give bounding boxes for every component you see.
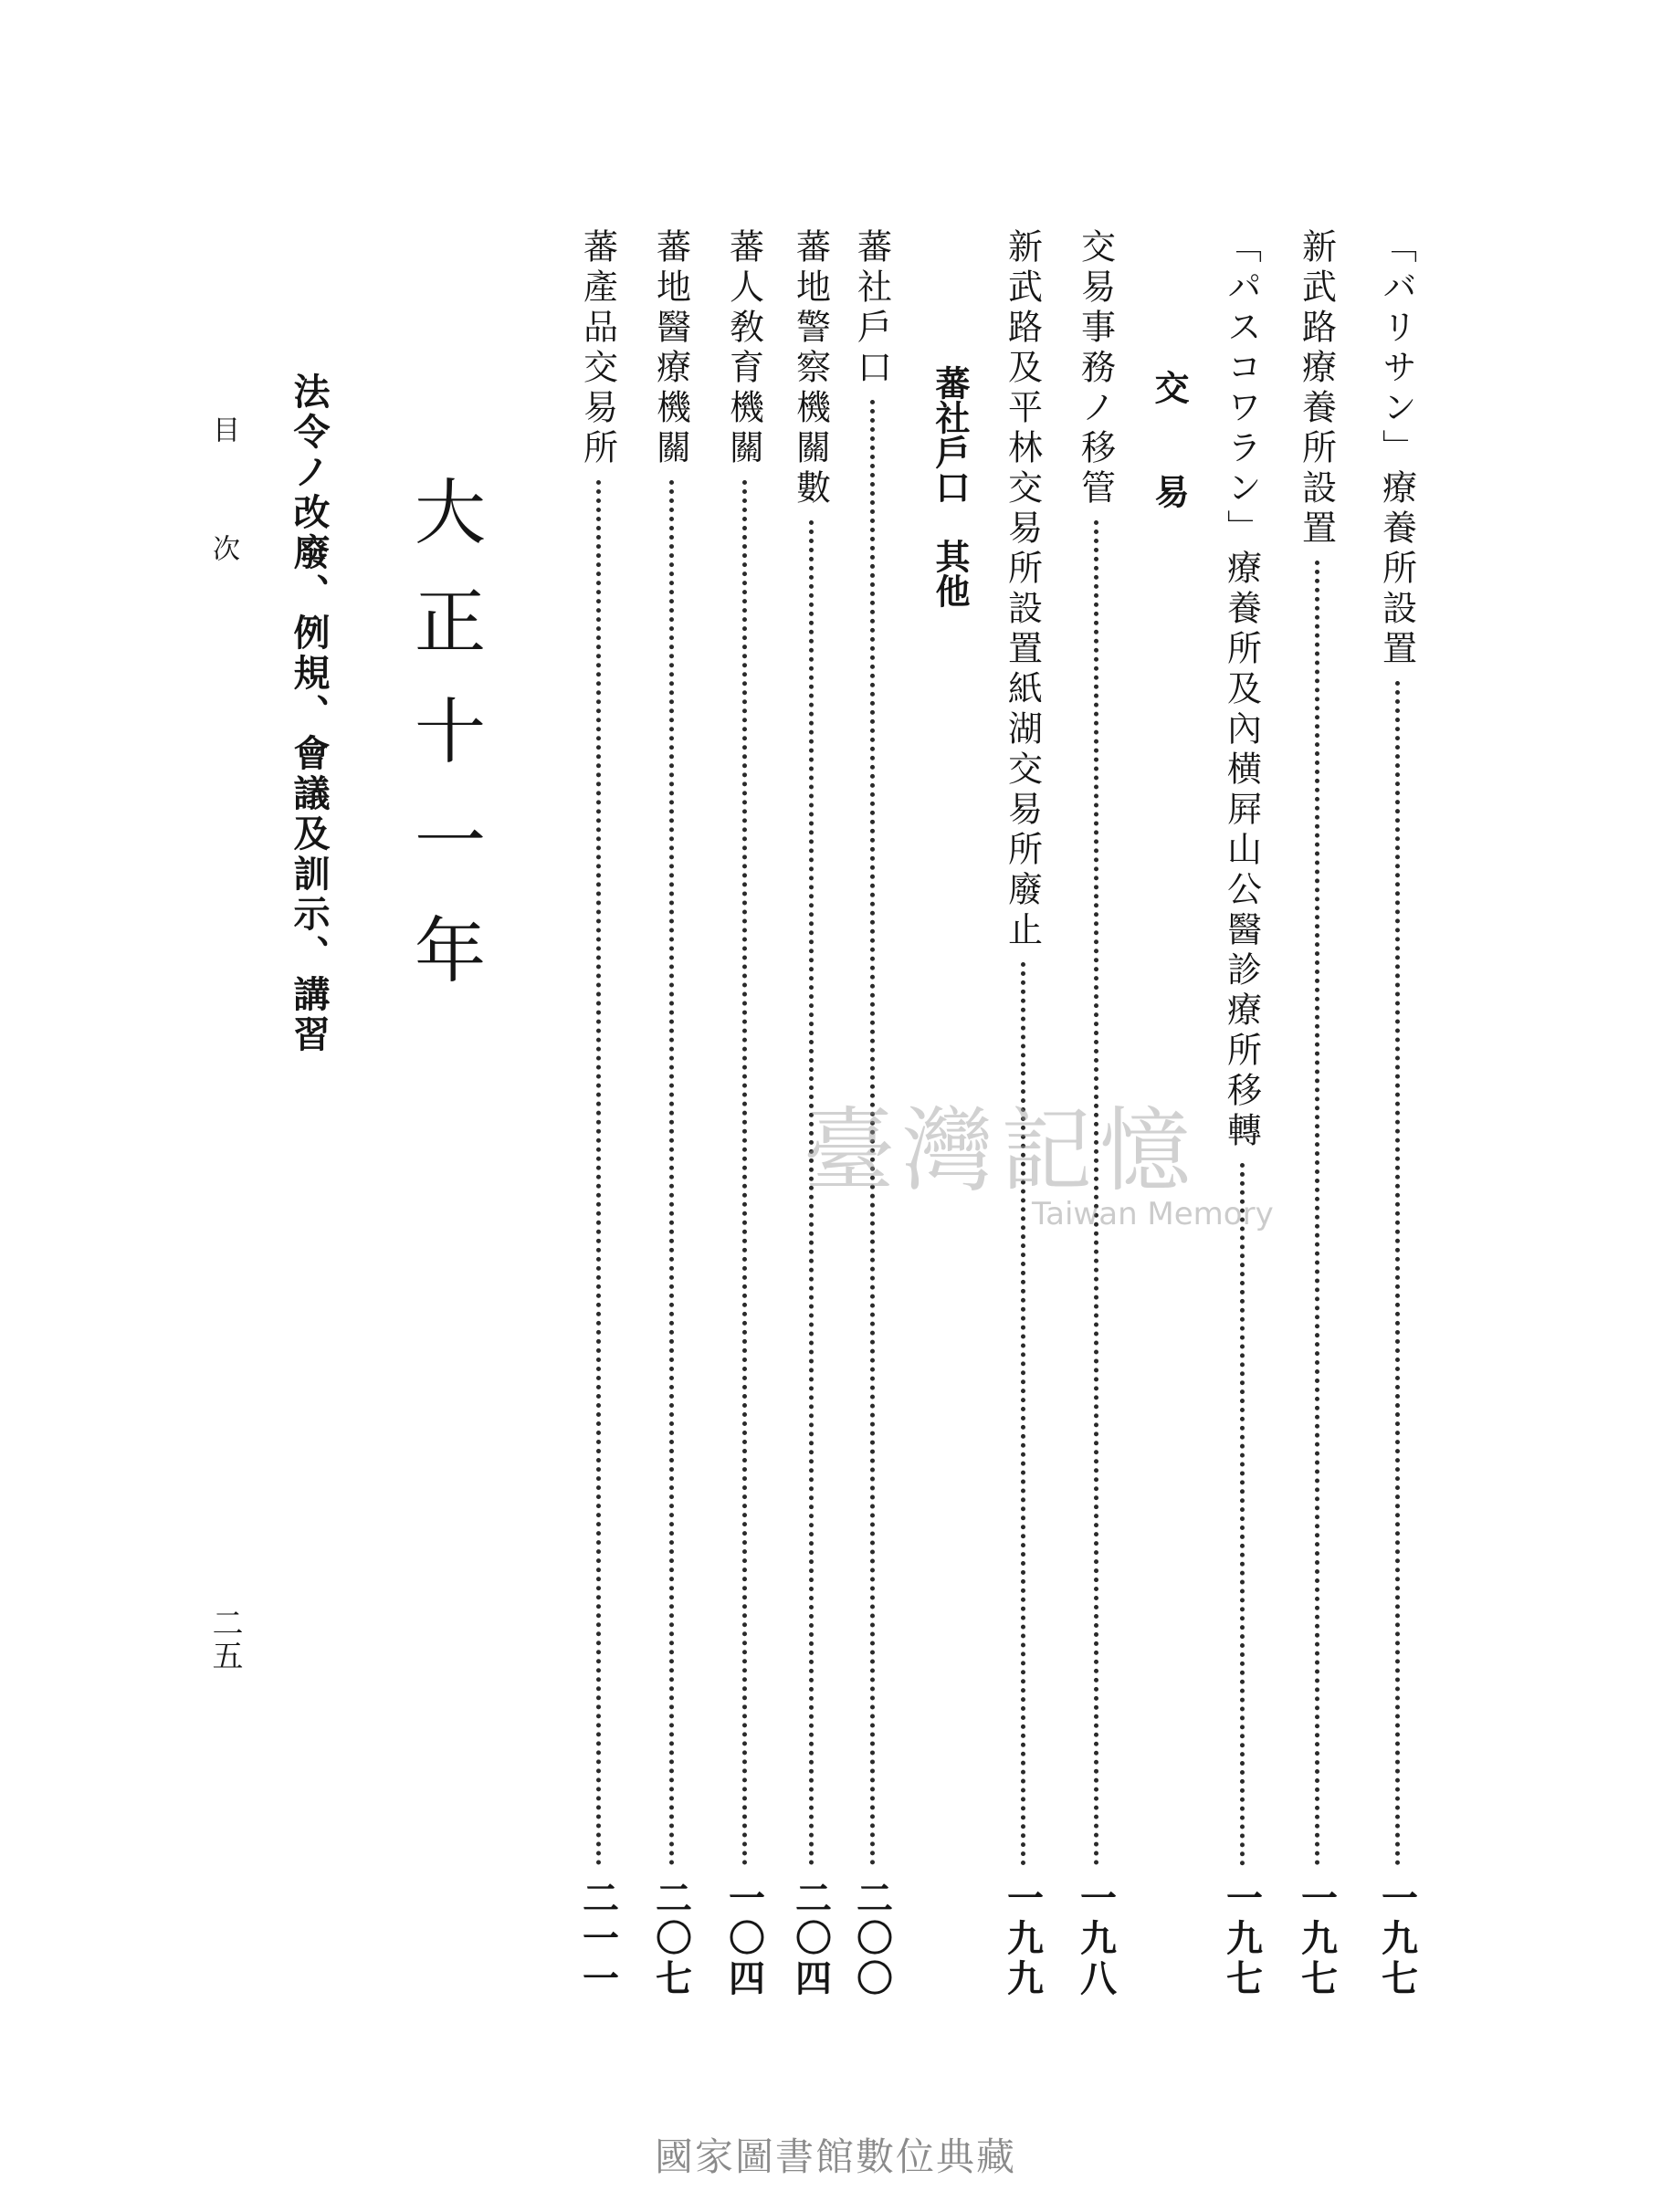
entry-page-number: 一九九 [1001, 1879, 1045, 1999]
entry-page-number: 一九七 [1295, 1879, 1339, 1999]
toc-entry-product-trading [571, 228, 625, 1999]
entry-title: 蕃地醫療機關 [650, 228, 691, 469]
dot-leader [669, 480, 674, 1866]
chapter-subtitle: 法令ノ改廢、例規、會議及訓示、講習 [288, 372, 331, 1055]
page-header-char-2: 次 [207, 534, 239, 561]
entry-page-number: 二〇四 [789, 1879, 833, 1999]
page-header-char-1: 目 [207, 415, 239, 443]
entry-page-number: 一九八 [1074, 1879, 1118, 1999]
entry-title: 「パスコワラン」療養所及內横屛山公醫診療所移轉 [1221, 228, 1262, 1152]
toc-entry-medical-organs [644, 228, 699, 1999]
entry-title: 蕃地警察機關數 [790, 228, 831, 509]
entry-title: 交易事務ノ移管 [1075, 228, 1116, 509]
entry-page-number: 二一一 [576, 1879, 620, 1999]
section-heading-trade: 交 易 [1149, 370, 1190, 508]
dot-leader [1315, 561, 1319, 1866]
entry-title: 新武路及平林交易所設置紙湖交易所廢止 [1002, 228, 1043, 951]
dot-leader [596, 480, 601, 1866]
entry-title: 蕃社戶口 [851, 228, 892, 389]
dot-leader [1240, 1163, 1245, 1866]
entry-page-number: 一九七 [1375, 1879, 1419, 1999]
entry-title: 「バリサン」療養所設置 [1376, 228, 1417, 670]
watermark-english: Taiwan Memory [1032, 1196, 1274, 1232]
dot-leader [742, 480, 747, 1866]
watermark-logo [804, 1077, 1297, 1260]
watermark-chinese: 臺灣記憶 [804, 1097, 1198, 1204]
entry-title: 蕃人敎育機關 [723, 228, 764, 469]
dot-leader [1395, 681, 1400, 1866]
toc-entry-barisan [1370, 228, 1424, 1999]
entry-title: 蕃產品交易所 [577, 228, 618, 469]
footer-collection-label: 國家圖書館數位典藏 [654, 2134, 1016, 2179]
entry-page-number: 二〇七 [649, 1879, 693, 1999]
entry-page-number: 一九七 [1220, 1879, 1264, 1999]
entry-page-number: 二〇〇 [850, 1879, 894, 1999]
toc-entry-shinburo [1289, 228, 1344, 1999]
folio-page-number: 二五 [206, 1607, 243, 1672]
entry-title: 新武路療養所設置 [1296, 228, 1337, 550]
year-title: 大正十一年 [403, 475, 485, 1022]
toc-entry-education-organs [717, 228, 772, 1999]
section-heading-households: 蕃社戶口 其他 [930, 365, 971, 608]
entry-page-number: 一〇四 [722, 1879, 766, 1999]
